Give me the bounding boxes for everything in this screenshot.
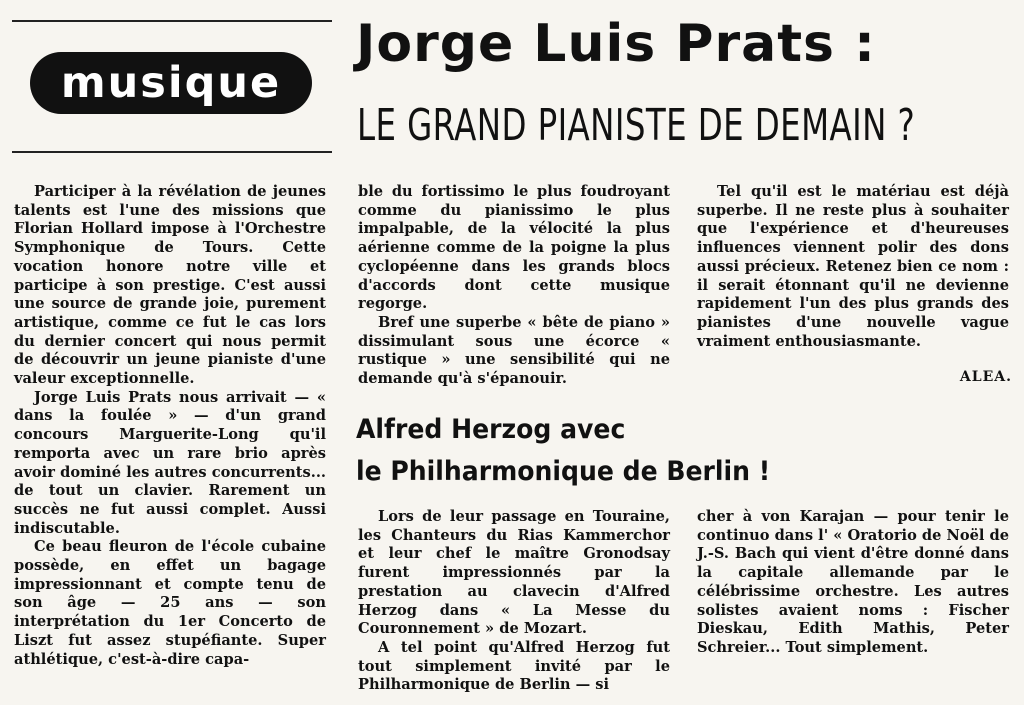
article2-column-2 bbox=[358, 508, 670, 695]
headline-title: Jorge Luis Prats : bbox=[356, 14, 876, 74]
signature: ALEA. bbox=[959, 369, 1012, 385]
article2-title-line-2: le Philharmonique de Berlin ! bbox=[356, 456, 771, 487]
article1-column-1 bbox=[14, 183, 326, 669]
section-label: musique bbox=[60, 58, 282, 108]
paragraph: Participer à la révélation de jeunes talents est l'une des missions que Florian Hollard impose à l'Orchestre Symphonique de Tours. Cette vocation honore notre ville et participe à son prestige. C'est aussi une source de grande joie, purement artistique, comme ce fut le cas lors du dernier concert qui nous permit de découvrir un jeune pianiste d'une valeur exceptionnelle. bbox=[14, 183, 326, 388]
top-rule-left bbox=[12, 20, 332, 22]
article1-column-2 bbox=[358, 183, 670, 389]
paragraph: Jorge Luis Prats nous arrivait — « dans la foulée » — d'un grand concours Marguerite-Long qu'il remporta avec un rare brio après avoir dominé les autres concurrents... de tout un clavier. Rarement un succès ne fut aussi complet. Aussi indiscutable. bbox=[14, 388, 326, 537]
paragraph: A tel point qu'Alfred Herzog fut tout simplement invité par le Philharmonique de Berlin — si bbox=[358, 638, 670, 694]
bottom-rule-left bbox=[12, 151, 332, 153]
paragraph: Ce beau fleuron de l'école cubaine possède, en effet un bagage impressionnant et compte tenu de son âge — 25 ans — son interprétation du 1er Concerto de Liszt fut assez stupéfiante. Super athlétique, c'est-à-dire capa- bbox=[14, 538, 326, 668]
article2-title-line-1: Alfred Herzog avec bbox=[356, 414, 626, 445]
paragraph: Lors de leur passage en Touraine, les Chanteurs du Rias Kammerchor et leur chef le maître Gronodsay furent impressionnés par la prestation au clavecin d'Alfred Herzog dans « La Messe du Couronnement » de Mozart. bbox=[358, 508, 670, 638]
paragraph: cher à von Karajan — pour tenir le continuo dans l' « Oratorio de Noël de J.-S. Bach qui vient d'être donné dans la capitale allemande par le célébrissime orchestre. Les autres solistes avaient noms : Fischer Dieskau, Edith Mathis, Peter Schreier... Tout simplement. bbox=[697, 508, 1009, 656]
headline-subtitle: LE GRAND PIANISTE DE DEMAIN ? bbox=[357, 100, 916, 151]
paragraph: Tel qu'il est le matériau est déjà superbe. Il ne reste plus à souhaiter que l'expérience et d'heureuses influences viennent polir des dons aussi précieux. Retenez bien ce nom : il serait étonnant qu'il ne devienne rapidement l'un des plus grands des pianistes d'une nouvelle vague vraiment enthousiasmante. bbox=[697, 183, 1009, 350]
article2-column-3 bbox=[697, 508, 1009, 658]
paragraph: ble du fortissimo le plus foudroyant comme du pianissimo le plus impalpable, de la vélocité la plus aérienne comme de la poigne la plus cyclopéenne dans les grands blocs d'accords dont cette musique regorge. bbox=[358, 183, 670, 313]
article1-column-3 bbox=[697, 183, 1009, 351]
section-badge bbox=[30, 52, 312, 114]
paragraph: Bref une superbe « bête de piano » dissimulant sous une écorce « rustique » une sensibilité qui ne demande qu'à s'épanouir. bbox=[358, 313, 670, 388]
